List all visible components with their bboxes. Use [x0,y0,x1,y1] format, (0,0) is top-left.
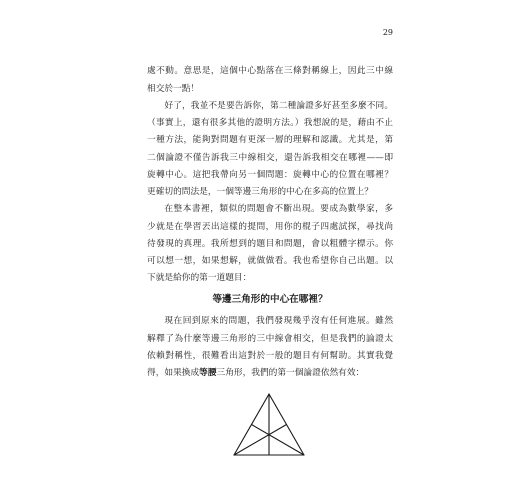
text-line: 更確切的問法是，一個等邊三角形的中心在多高的位置上？ [147,187,373,198]
section-heading: 等邊三角形的中心在哪裡？ [212,294,328,305]
text-line: 好了，我並不是要告訴你，第二種論證多好甚至多麼不同。 [164,100,393,111]
text-line: 處不動。意思是，這個中心點落在三條對稱線上，因此三中線 [147,66,393,77]
page-number: 29 [382,28,393,37]
text-line: 一種方法，能夠對問題有更深一層的理解和認識。尤其是，第 [147,135,393,146]
text-line: 相交於一點！ [147,83,200,94]
triangle-figure [228,388,310,460]
text-line: 可以想一想，如果想解，就做做看。我也希望你自己出題。以 [147,256,393,267]
body-text [147,313,393,383]
text-line [147,365,393,382]
body-text [147,63,393,287]
text-line: 解釋了為什麼等邊三角形的三中線會相交，但是我們的論證太 [147,333,393,344]
text-line: 旋轉中心。這把我帶向另一個問題：旋轉中心的位置在哪裡？ [147,169,393,180]
text-line: 二個論證不僅告訴我三中線相交，還告訴我相交在哪裡——即 [147,152,393,163]
text-line: 下就是給你的第一道題目： [147,273,252,284]
text-line: 在整本書裡，類似的問題會不斷出現。要成為數學家，多 [164,204,393,215]
text-line: 現在回到原來的問題，我們發現幾乎沒有任何進展。雖然 [164,316,393,327]
text-line: （事實上，還有很多其他的證明方法。）我想說的是，藉由不止 [147,118,393,129]
text-line: 待發現的真理。我所想到的題目和問題，會以粗體字標示。你 [147,238,393,249]
text-run: 三角形，我們的第一個論證依然有效： [216,368,365,379]
bold-term: 等腰 [199,368,217,379]
text-run: 得，如果換成 [147,368,200,379]
text-line: 少就是在學習丟出這樣的提問，用你的棍子四處試探，尋找尚 [147,221,393,232]
text-line: 依賴對稱性，很難看出這對於一般的題目有何幫助。其實我覺 [147,351,393,362]
